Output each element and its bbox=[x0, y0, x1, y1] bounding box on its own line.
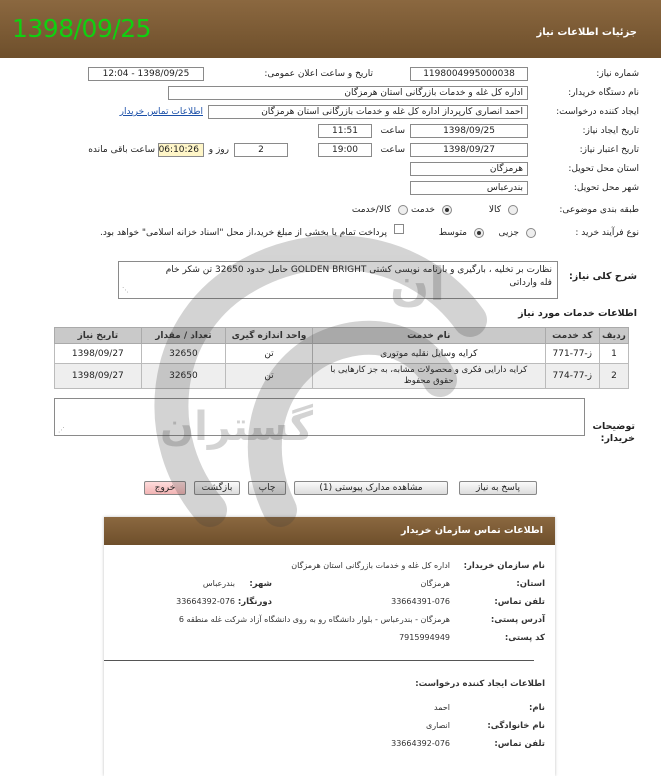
contact-province-value: هرمزگان bbox=[420, 579, 450, 588]
process-radio-minor[interactable] bbox=[526, 228, 536, 238]
cell-row: 1 bbox=[599, 344, 628, 364]
contact-fax-label: دورنگار: bbox=[237, 597, 272, 607]
category-radio-goods[interactable] bbox=[508, 205, 518, 215]
buyer-contact-card bbox=[104, 517, 555, 776]
contact-phone-label: تلفن تماس: bbox=[494, 597, 545, 607]
creator-family-label: نام خانوادگی: bbox=[487, 721, 545, 731]
contact-divider bbox=[104, 660, 534, 661]
process-label: نوع فرآیند خرید : bbox=[575, 228, 639, 238]
attachments-button[interactable]: مشاهده مدارک پیوستی (1) bbox=[294, 481, 448, 495]
announce-field[interactable]: 1398/09/25 - 12:04 bbox=[88, 67, 204, 81]
contact-phone-value: 33664391-076 bbox=[391, 597, 450, 606]
contact-province-label: استان: bbox=[516, 579, 545, 589]
exit-button[interactable]: خروج bbox=[144, 481, 186, 495]
cell-qty: 32650 bbox=[141, 364, 225, 389]
date-stamp: 1398/09/25 bbox=[12, 14, 152, 43]
remaining-time-field[interactable]: 06:10:26 bbox=[158, 143, 204, 157]
contact-city-value: بندرعباس bbox=[202, 579, 235, 588]
col-qty: تعداد / مقدار bbox=[141, 328, 225, 344]
announce-label: تاریخ و ساعت اعلان عمومی: bbox=[264, 69, 373, 79]
contact-card-header bbox=[104, 517, 555, 545]
print-button[interactable]: چاپ bbox=[248, 481, 286, 495]
category-radio-goods-service[interactable] bbox=[398, 205, 408, 215]
process-radio-medium[interactable] bbox=[474, 228, 484, 238]
respond-button[interactable]: پاسخ به نیاز bbox=[459, 481, 537, 495]
contact-postal-value: 7915994949 bbox=[399, 633, 450, 642]
treasury-payment-checkbox[interactable] bbox=[394, 224, 404, 234]
summary-line-2: فله وارداتی bbox=[509, 278, 552, 288]
cell-row: 2 bbox=[599, 364, 628, 389]
create-time-label: ساعت bbox=[380, 126, 405, 136]
process-option-minor: جزیی bbox=[498, 228, 519, 238]
table-row[interactable] bbox=[55, 364, 629, 389]
contact-city-label: شهر: bbox=[249, 579, 272, 589]
page-title: جزئیات اطلاعات نیاز bbox=[536, 27, 637, 38]
creator-name-label: نام: bbox=[528, 703, 545, 713]
col-date: تاریخ نیاز bbox=[55, 328, 142, 344]
buyer-org-label: نام دستگاه خریدار: bbox=[568, 88, 639, 98]
validity-time-field[interactable]: 19:00 bbox=[318, 143, 372, 157]
buyer-notes-label-2: خریدار: bbox=[600, 433, 635, 444]
contact-fax-value: 33664392-076 bbox=[176, 597, 235, 606]
watermark-text-2: ان bbox=[390, 257, 446, 311]
cell-qty: 32650 bbox=[141, 344, 225, 364]
summary-label: شرح کلی نیاز: bbox=[568, 271, 637, 282]
watermark-text: گستران bbox=[160, 404, 314, 450]
contact-address-label: آدرس پستی: bbox=[490, 615, 545, 625]
city-label: شهر محل تحویل: bbox=[573, 183, 639, 193]
cell-code: ز-77-771 bbox=[545, 344, 599, 364]
resize-grip-icon[interactable]: ⋰ bbox=[122, 286, 129, 294]
cell-code: ز-77-774 bbox=[545, 364, 599, 389]
table-header-row bbox=[55, 328, 629, 344]
validity-date-label: تاریخ اعتبار نیاز: bbox=[579, 145, 639, 155]
cell-name bbox=[312, 364, 545, 389]
buyer-contact-link[interactable]: اطلاعات تماس خریدار bbox=[119, 107, 203, 117]
resize-grip-icon[interactable]: ⋰ bbox=[58, 426, 65, 434]
contact-address-value: هرمزگان - بندرعباس - بلوار دانشگاه رو به روی دانشگاه آزاد شرکت غله منطقه 6 bbox=[178, 615, 450, 624]
contact-postal-label: کد پستی: bbox=[504, 633, 545, 643]
category-option-service: خدمت bbox=[411, 205, 435, 215]
cell-unit: تن bbox=[226, 364, 313, 389]
page-header bbox=[0, 0, 661, 58]
creator-info-title: اطلاعات ایجاد کننده درخواست: bbox=[415, 679, 545, 689]
remaining-days-field[interactable]: 2 bbox=[234, 143, 288, 157]
creator-name-value: احمد bbox=[434, 703, 450, 712]
create-time-field[interactable]: 11:51 bbox=[318, 124, 372, 138]
services-table bbox=[54, 327, 629, 389]
col-unit: واحد اندازه گیری bbox=[226, 328, 313, 344]
category-label: طبقه بندی موضوعی: bbox=[559, 205, 639, 215]
cell-name-line-1: کرایه دارایی فکری و محصولات مشابه، به جز کارهایی با bbox=[330, 365, 528, 375]
validity-time-label: ساعت bbox=[380, 145, 405, 155]
province-field[interactable]: هرمزگان bbox=[410, 162, 528, 176]
contact-card-title: اطلاعات تماس سازمان خریدار bbox=[400, 525, 543, 536]
category-option-goods: کالا bbox=[488, 205, 501, 215]
buyer-notes-textarea[interactable] bbox=[54, 398, 585, 436]
cell-name-line-2: حقوق محفوظ bbox=[403, 376, 454, 386]
cell-date: 1398/09/27 bbox=[55, 344, 142, 364]
city-field[interactable]: بندرعباس bbox=[410, 181, 528, 195]
creator-label: ایجاد کننده درخواست: bbox=[556, 107, 639, 117]
category-radio-service[interactable] bbox=[442, 205, 452, 215]
creator-family-value: انصاری bbox=[426, 721, 450, 730]
need-number-label: شماره نیاز: bbox=[596, 69, 639, 79]
validity-date-field[interactable]: 1398/09/27 bbox=[410, 143, 528, 157]
col-name: نام خدمت bbox=[312, 328, 545, 344]
remaining-label: ساعت باقی مانده bbox=[88, 145, 155, 155]
buyer-notes-label-1: توضیحات bbox=[592, 421, 635, 432]
need-number-field[interactable]: 1198004995000038 bbox=[410, 67, 528, 81]
create-date-field[interactable]: 1398/09/25 bbox=[410, 124, 528, 138]
summary-line-1: نظارت بر تخلیه ، بارگیری و بارنامه نویسی کشتی GOLDEN BRIGHT حامل حدود 32650 تن شکر خام bbox=[165, 265, 552, 275]
contact-org-value: اداره کل غله و خدمات بازرگانی استان هرمزگان bbox=[291, 561, 450, 570]
category-option-goods-service: کالا/خدمت bbox=[351, 205, 391, 215]
back-button[interactable]: بازگشت bbox=[194, 481, 240, 495]
province-label: استان محل تحویل: bbox=[568, 164, 639, 174]
contact-org-label: نام سازمان خریدار: bbox=[463, 561, 545, 571]
creator-phone-value: 33664392-076 bbox=[391, 739, 450, 748]
process-option-medium: متوسط bbox=[438, 228, 467, 238]
table-row[interactable] bbox=[55, 344, 629, 364]
cell-unit: تن bbox=[226, 344, 313, 364]
cell-name: کرایه وسایل نقلیه موتوری bbox=[312, 344, 545, 364]
treasury-payment-note: پرداخت تمام یا بخشی از مبلغ خرید،از محل "اسناد خزانه اسلامی" خواهد بود. bbox=[99, 228, 387, 238]
buyer-org-field[interactable]: اداره کل غله و خدمات بازرگانی استان هرمزگان bbox=[168, 86, 528, 100]
creator-field[interactable]: احمد انصاری کارپرداز اداره کل غله و خدمات بازرگانی استان هرمزگان bbox=[208, 105, 528, 119]
col-row: ردیف bbox=[599, 328, 628, 344]
cell-date: 1398/09/27 bbox=[55, 364, 142, 389]
summary-textarea[interactable] bbox=[118, 261, 558, 299]
creator-phone-label: تلفن تماس: bbox=[494, 739, 545, 749]
days-label: روز و bbox=[208, 145, 229, 155]
create-date-label: تاریخ ایجاد نیاز: bbox=[582, 126, 639, 136]
services-title: اطلاعات خدمات مورد نیاز bbox=[518, 308, 637, 319]
col-code: کد خدمت bbox=[545, 328, 599, 344]
